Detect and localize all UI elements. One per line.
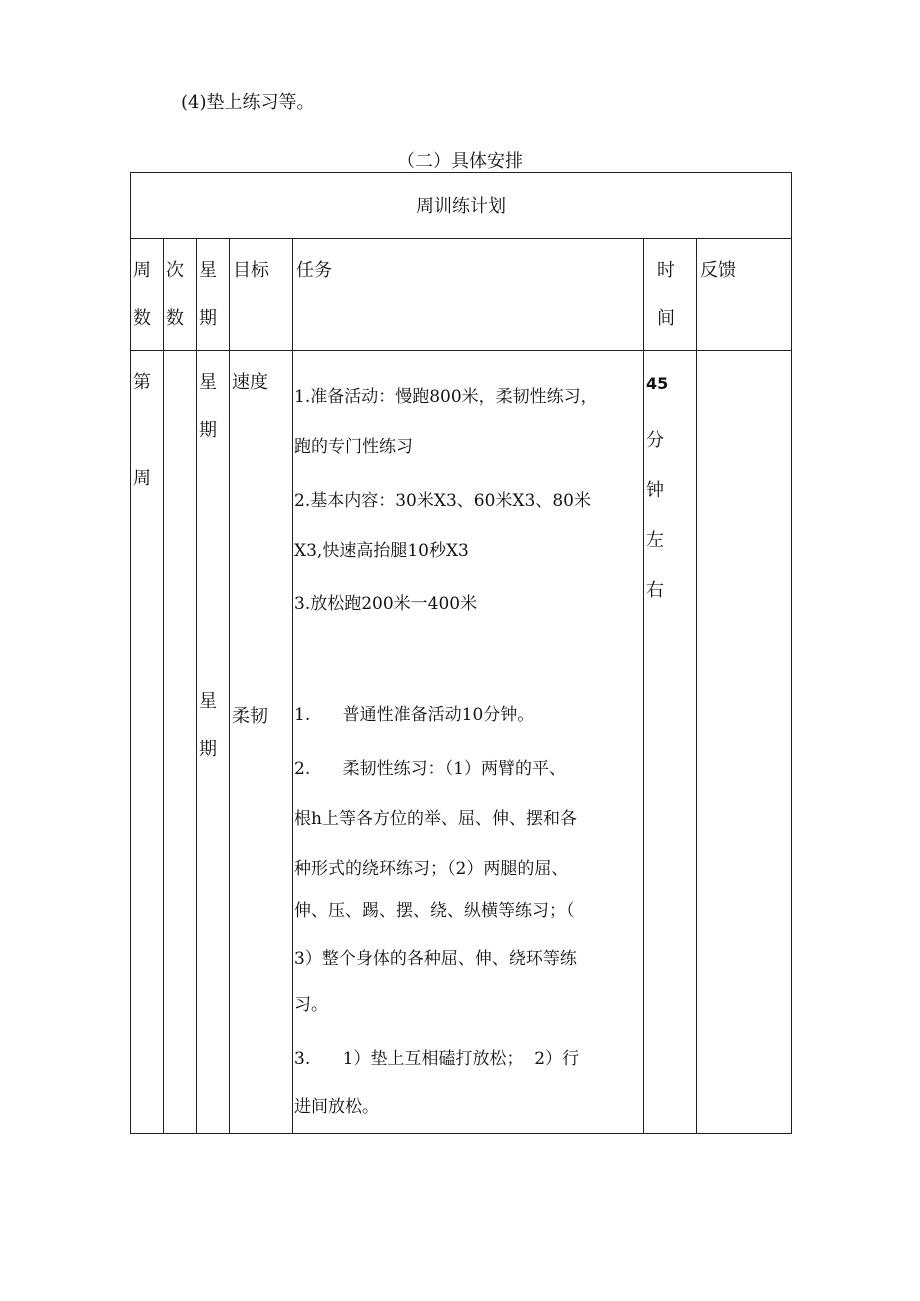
time-cell-3: 钟	[646, 480, 664, 501]
time-cell-5: 右	[646, 580, 664, 601]
header-time-1: 时	[657, 260, 675, 281]
session1-task-line-4: X3,快速高抬腿10秒X3	[294, 541, 469, 561]
header-day-1: 星	[199, 260, 217, 281]
session2-task-line-9: 进间放松。	[294, 1097, 379, 1117]
col-divider-2	[196, 238, 197, 1134]
session1-goal: 速度	[232, 372, 268, 393]
col-divider-5	[643, 238, 644, 1134]
time-cell-2: 分	[646, 430, 664, 451]
week-cell	[133, 371, 151, 491]
session2-goal: 柔韧	[232, 706, 268, 727]
time-cell-4: 左	[646, 530, 664, 551]
col-divider-4	[292, 238, 293, 1134]
header-goal: 目标	[233, 260, 269, 281]
section-caption: （二）具体安排	[397, 151, 523, 172]
session1-day-2: 期	[199, 420, 217, 441]
header-day	[199, 259, 217, 331]
session1-task-line-5: 3.放松跑200米一400米	[294, 594, 478, 614]
session2-task-line-5: 伸、压、踢、摆、绕、纵横等练习；（	[294, 901, 575, 921]
header-week	[133, 259, 151, 331]
week-cell-2: 周	[133, 468, 151, 489]
session1-task-line-2: 跑的专门性练习	[294, 437, 413, 457]
intro-line: (4)垫上练习等。	[181, 92, 315, 113]
session2-task-line-4: 种形式的绕环练习；（2）两腿的屈、	[294, 859, 569, 879]
session1-task-line-3: 2.基本内容：30米X3、60米X3、80米	[294, 491, 591, 511]
session2-task-line-3: 根h上等各方位的举、屈、伸、摆和各	[294, 809, 577, 829]
week-cell-1: 第	[133, 372, 151, 393]
col-divider-1	[163, 238, 164, 1134]
session1-task-line-1: 1.准备活动：慢跑800米，柔韧性练习，	[294, 387, 598, 407]
header-feedback: 反馈	[700, 260, 736, 281]
time-cell-number: 45	[646, 374, 669, 393]
col-divider-6	[696, 238, 697, 1134]
header-week-1: 周	[133, 260, 151, 281]
col-divider-3	[229, 238, 230, 1134]
session1-day-1: 星	[199, 372, 217, 393]
session2-day	[199, 690, 217, 762]
session2-task-line-2: 2. 柔韧性练习：（1）两臂的平、	[294, 759, 566, 779]
table-title: 周训练计划	[416, 196, 506, 217]
header-count-2: 数	[166, 308, 184, 329]
session1-day	[199, 371, 217, 443]
header-day-2: 期	[199, 308, 217, 329]
header-count-1: 次	[166, 260, 184, 281]
session2-day-1: 星	[199, 691, 217, 712]
header-time	[657, 259, 675, 331]
header-count	[166, 259, 184, 331]
session2-task-line-1: 1. 普通性准备活动10分钟。	[294, 705, 535, 725]
header-week-2: 数	[133, 308, 151, 329]
header-task: 任务	[296, 260, 332, 281]
session2-task-line-8: 3. 1）垫上互相磕打放松； 2）行	[294, 1049, 580, 1069]
session2-day-2: 期	[199, 739, 217, 760]
session2-task-line-7: 习。	[294, 995, 328, 1015]
header-time-2: 间	[657, 308, 675, 329]
session2-task-line-6: 3）整个身体的各种屈、伸、绕环等练	[294, 949, 577, 969]
